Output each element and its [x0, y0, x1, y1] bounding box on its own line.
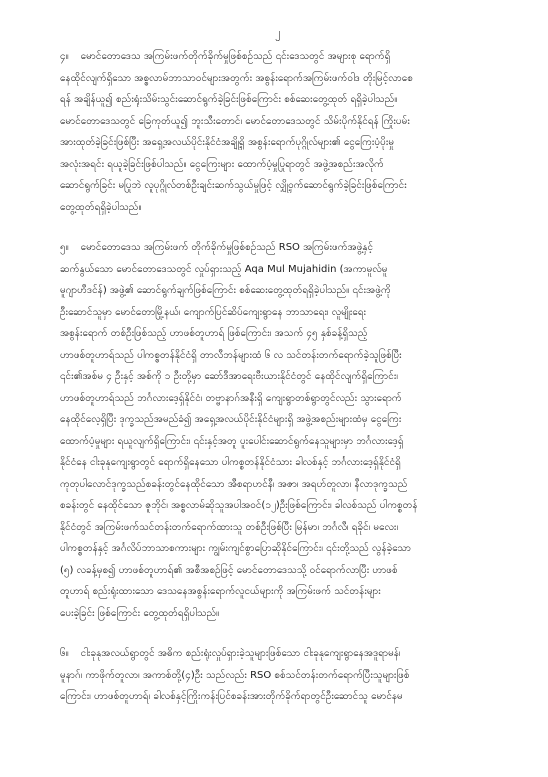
paragraph-number: ၆။	[60, 648, 69, 659]
line-text: တူဟာရ် စည်းရုံးထားသော ဒေသနေအစွန်းရောက်လူငယ်များကို အကြမ်းဖက် သင်တန်းများ	[60, 586, 381, 597]
paragraph-line	[60, 495, 496, 517]
line-text: မောင်တောဒေသ အကြမ်းဖက်တိုက်ခိုက်မှုဖြစ်စဉ်သည် ၎င်းဒေသတွင် အများစု ရောက်ရှိ	[80, 51, 391, 62]
paragraph-line	[60, 68, 496, 90]
line-text: ဆောင်ရွက်ခြင်း မပြုဘဲ လူပုဂ္ဂိုလ်တစ်ဦးချင်းဆက်သွယ်မှုဖြင့် လျှို့ဝှက်ဆောင်ရွက်ခဲ့ခြင်းဖြစ်ကြောင်း	[60, 180, 407, 191]
paragraph-line	[60, 345, 496, 367]
line-text: နိုင်ငံနေ ငါးခုနုကျေးရွာတွင် ရောက်ရှိနေသော ပါကစ္စတန်နိုင်ငံသား ခါလစ်နှင့် ဘင်္ဂလားဒေ့ရှ်နိုင်ငံရှိ	[60, 457, 401, 468]
paragraph-line	[60, 323, 496, 345]
line-text: ဟာဖစ်တူဟာရ်သည် ပါကစ္စတန်နိုင်ငံရှိ တာလီဘန်များထံ ၆ လ သင်တန်းတက်ရောက်ခဲ့သူဖြစ်ပြီး	[60, 349, 402, 361]
paragraph	[60, 643, 496, 708]
paragraph-line	[60, 409, 496, 431]
line-text: ဦးဆောင်သူမှာ မောင်တောမြို့နယ်၊ ကျောက်ပြင်ဆိပ်ကျေးရွာနေ ဘာသာရေး၊ လူမျိုးရေး	[60, 306, 367, 318]
line-text: (၅) လခန့်မှစ၍ ဟာဖစ်တူဟာရ်၏ အစီအစဉ်ဖြင့် မောင်တောဒေသသို့ ဝင်ရောက်လာပြီး ဟာဖစ်	[60, 564, 398, 576]
line-text: ဟာဖစ်တူဟာရ်သည် ဘင်္ဂလားဒေ့ရှ်နိုင်ငံ၊ တဗ္ဗာနာဂ်အနီးရှိ ကျေးရွာတစ်ရွာတွင်လည်း သွားရောက်	[60, 392, 402, 404]
line-text: အလုံးအရင်း ရယူခဲ့ခြင်းဖြစ်ပါသည်။ ငွေကြေးများ ထောက်ပံ့မှုပြုရာတွင် အဖွဲ့အစည်းအလိုက်	[60, 158, 384, 170]
paragraph-line	[60, 237, 496, 259]
line-text: ကုတုပါလောင်ဒုက္ခသည်စခန်းတွင်နေထိုင်သော အီစရာဟင်နီ၊ အဇာ၊ အရဟ်တူလာ၊ နီလာဒုက္ခသည်	[60, 478, 408, 490]
line-text: ငါးခုနုအလယ်ရွာတွင် အဓိက စည်းရုံးလှုပ်ရှားခဲ့သူများဖြစ်သော ငါးခုနုကျေးရွာနေအဒူရာမန်၊	[80, 648, 401, 659]
paragraph-number: ၅။	[60, 242, 69, 253]
line-text: မူဂျာဟီဒင်န်) အဖွဲ့၏ ဆောင်ရွက်ချက်ဖြစ်ကြောင်း စစ်ဆေးတွေ့ထုတ်ရရှိခဲ့ပါသည်။ ၎င်းအဖွဲ့ကို	[60, 285, 391, 296]
paragraph-line	[60, 665, 496, 687]
line-text: တွေ့ထုတ်ရရှိခဲ့ပါသည်။	[60, 201, 142, 213]
paragraph-line	[60, 280, 496, 302]
paragraph-line	[60, 474, 496, 496]
line-text: ပေးခဲ့ခြင်း ဖြစ်ကြောင်း တွေ့ထုတ်ရရှိပါသည်။	[60, 607, 220, 619]
paragraph-line	[60, 581, 496, 603]
line-text: နေထိုင်လေ့ရှိပြီး ဒုက္ခသည်အမည်ခံ၍ အရှေ့အလယ်ပိုင်းနိုင်ငံများရှိ အဖွဲ့အစည်းများထံမှ ငွေကြေး	[60, 414, 402, 425]
line-text: အားထုတ်ခဲ့ခြင်းဖြစ်ပြီး အရှေ့အလယ်ပိုင်းနိုင်ငံအချို့ရှိ အစွန်းရောက်ပုဂ္ဂိုလ်များ၏ ငွေကြေးပံ့ပိုးမှု	[60, 137, 395, 148]
line-text: မောင်တောဒေသ အကြမ်းဖက် တိုက်ခိုက်မှုဖြစ်စဉ်သည် RSO အကြမ်းဖက်အဖွဲ့နှင့်	[80, 242, 374, 253]
line-text: မောင်တောဒေသတွင် ခြေကုတ်ယူ၍ ဘူးသီးတောင်၊ မောင်တောဒေသတွင် သိမ်းပိုက်နိုင်ရန် ကြိုးပမ်း	[60, 115, 410, 127]
paragraph-line	[60, 175, 496, 197]
line-text: နိုင်ငံတွင် အကြမ်းဖက်သင်တန်းတက်ရောက်ထားသူ တစ်ဦးဖြစ်ပြီး မြန်မာ၊ ဘင်္ဂလီ၊ ရခိုင်၊ မလေး၊	[60, 521, 399, 533]
paragraph-number: ၄။	[60, 51, 69, 62]
paragraph-line	[60, 366, 496, 388]
line-text: မူနာဂ်၊ ကာဖိုက်တူလာ၊ အကာစ်တို့(၄)ဦး သည်လည်း RSO စစ်သင်တန်းတက်ရောက်ပြီးသူများဖြစ်	[60, 669, 410, 681]
paragraph-line	[60, 259, 496, 281]
paragraph-line	[60, 302, 496, 324]
line-text: စခန်းတွင် နေထိုင်သော ဇူဘိုင်၊ အစ္စလာမ်ဆိုသူအပါအဝင်(၁၂)ဦးဖြစ်ကြောင်း၊ ခါလစ်သည် ပါကစ္စတန်	[60, 500, 418, 511]
line-text: ဆက်နွယ်သော မောင်တောဒေသတွင် လှုပ်ရှားသည့် Aqa Mul Mujahidin (အကာမူလ်မူ	[60, 263, 388, 275]
paragraph	[60, 237, 496, 624]
paragraph-line	[60, 431, 496, 453]
document-body	[60, 46, 496, 708]
line-text: နေထိုင်လျက်ရှိသော အစ္စလာမ်ဘာသာဝင်များအတွက်း အစွန်းရောက်အကြမ်းဖက်ဝါဒ တိုးမြင့်လာစေ	[60, 72, 413, 84]
paragraph-line	[60, 603, 496, 625]
line-text: ပါကစ္စတန်နှင့် အင်္ဂလိပ်ဘာသာစကားများ ကျွမ်းကျင်စွာပြောဆိုနိုင်ကြောင်း၊ ၎င်းတို့သည် လွန်ခဲ့သော	[60, 543, 412, 554]
paragraph-line	[60, 538, 496, 560]
paragraph-line	[60, 643, 496, 665]
paragraph-line	[60, 89, 496, 111]
line-text: ထောက်ပံ့မှုများ ရယူလျက်ရှိကြောင်း၊ ၎င်းနှင့်အတူ ပူးပေါင်းဆောင်ရွက်နေသူများမှာ ဘင်္ဂလားဒေ့ရှ်	[60, 435, 404, 447]
paragraph-line	[60, 197, 496, 219]
paragraph-line	[60, 154, 496, 176]
paragraph-line	[60, 388, 496, 410]
paragraph-line	[60, 132, 496, 154]
page-number: ၂	[275, 26, 281, 39]
paragraph-line	[60, 560, 496, 582]
line-text: ရန် အချိန်ယူ၍ စည်းရုံးသိမ်းသွင်းဆောင်ရွက်ခဲ့ခြင်းဖြစ်ကြောင်း စစ်ဆေးတွေ့ထုတ် ရရှိခဲ့ပါသည်။	[60, 94, 398, 105]
line-text: အစွန်းရောက် တစ်ဦးဖြစ်သည့် ဟာဖစ်တူဟာရ် ဖြစ်ကြောင်း၊ အသက် ၄၅ နှစ်ခန့်ရှိသည့်	[60, 328, 368, 339]
paragraph-line	[60, 111, 496, 133]
paragraph-line	[60, 686, 496, 708]
line-text: ၎င်း၏အစ်မ ၄ ဦးနှင့် အစ်ကို ၁ ဦးတို့မှာ ဆော်ဒီအာရေးဗီးယားနိုင်ငံတွင် နေထိုင်လျက်ရှိကြောင်း၊	[60, 371, 398, 382]
line-text: ကြောင်း၊ ဟာဖစ်တူဟာရ်၊ ခါလစ်နှင့်ကြိုးကန်းပြင်စခန်းအားတိုက်ခိုက်ရာတွင်ဦးဆောင်သူ မောင်နမ	[60, 691, 403, 702]
paragraph	[60, 46, 496, 218]
paragraph-line	[60, 517, 496, 539]
paragraph-line	[60, 452, 496, 474]
paragraph-line	[60, 46, 496, 68]
